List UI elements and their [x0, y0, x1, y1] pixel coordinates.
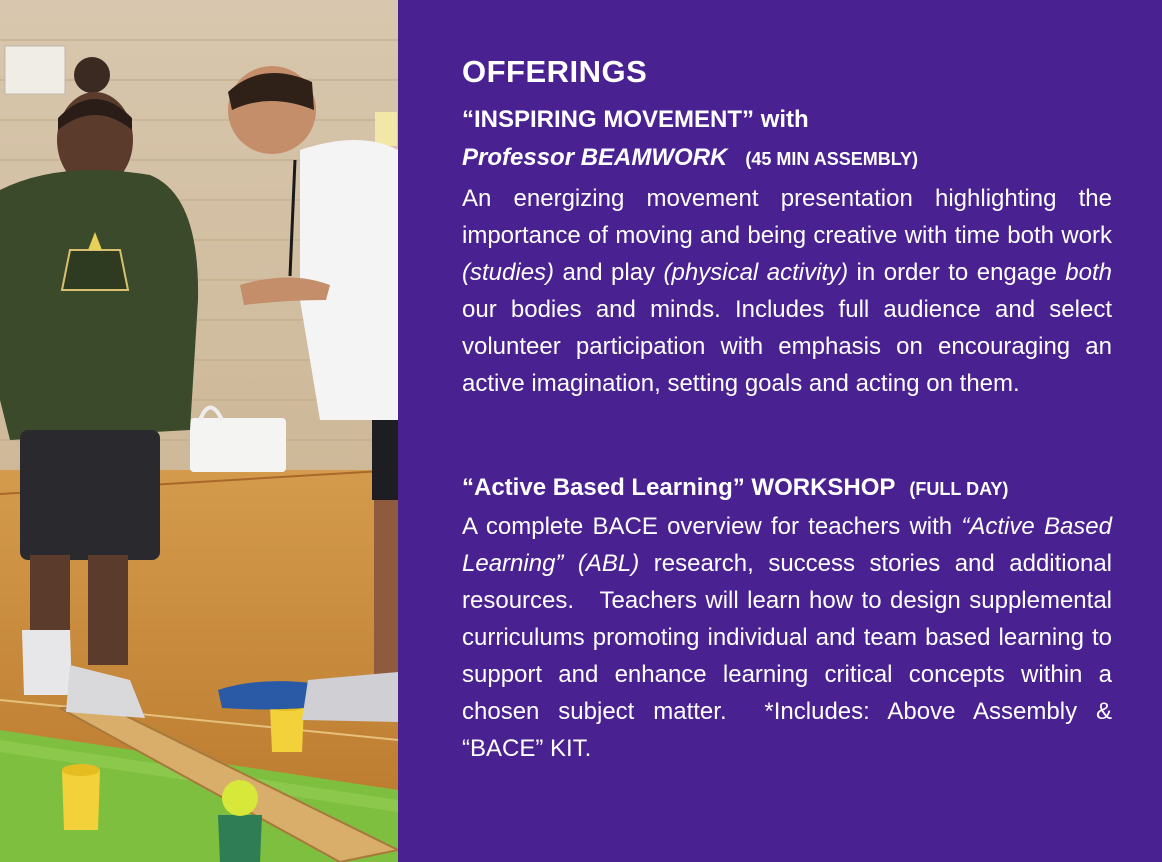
tennis-ball [222, 780, 258, 816]
desc-italic-studies: (studies) [462, 259, 555, 286]
yellow-cup [62, 770, 100, 830]
offering1-presenter-line [462, 142, 1112, 175]
offering1-duration: (45 MIN ASSEMBLY) [745, 149, 919, 169]
desc-text: research, success stories and additional resources. Teachers will learn how to design supplemental curriculums promoting individual and team based learning to support and enhance learning critical concepts within a chosen subject matter. *Includes: Above Assembly & “BACE” KIT. [462, 550, 1113, 762]
desc-text: and play [554, 259, 664, 286]
desc-text: A complete BACE overview for teachers with [462, 513, 962, 540]
desc-text: our bodies and minds. Includes full audience and select volunteer participation with emphasis on encouraging an active imagination, setting goals and acting on them. [462, 296, 1112, 397]
green-cup [218, 815, 262, 862]
offering2-title-line [462, 472, 1112, 505]
yellow-cup [270, 706, 304, 752]
offering2-duration: (FULL DAY) [909, 479, 1009, 499]
offering2-description [462, 508, 1112, 767]
offering1-description [462, 180, 1112, 402]
desc-italic-abl: “Active Based Learning” (ABL) [462, 513, 1112, 577]
white-bag [190, 418, 286, 472]
desc-text: in order to engage [848, 259, 1066, 286]
wall-plate [5, 46, 65, 94]
desc-text: An energizing movement presentation highlighting the importance of moving and being creative with time both work [462, 185, 1112, 249]
offering1-title: “INSPIRING MOVEMENT” with [462, 106, 809, 133]
desc-italic-both: both [1065, 259, 1112, 286]
offering1-presenter: Professor BEAMWORK [462, 144, 728, 171]
offerings-panel [398, 0, 1162, 862]
page-title: OFFERINGS [462, 54, 648, 89]
offering2-title: “Active Based Learning” WORKSHOP [462, 474, 896, 501]
photo-gym-activity [0, 0, 398, 862]
desc-italic-physical: (physical activity) [663, 259, 849, 286]
